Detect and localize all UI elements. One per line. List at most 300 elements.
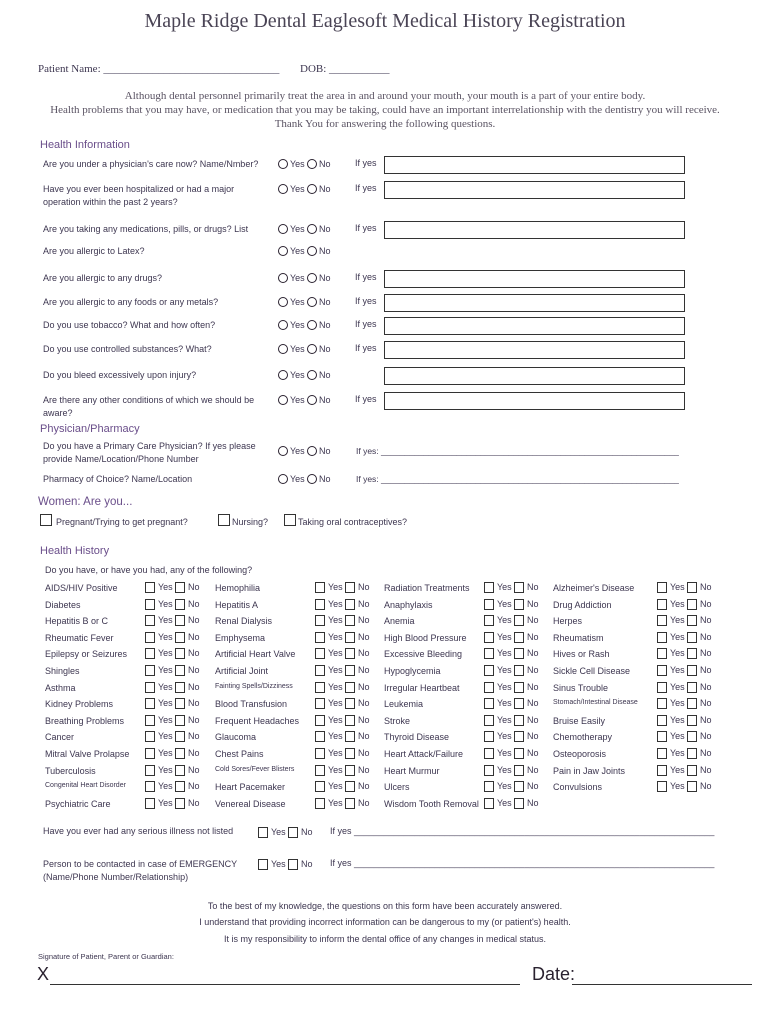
- serious-illness-yes-label: Yes: [271, 827, 286, 837]
- yes-radio[interactable]: [278, 246, 288, 256]
- condition-yes-checkbox[interactable]: [657, 665, 667, 676]
- condition-label: Mitral Valve Prolapse: [45, 749, 130, 759]
- yes-label: Yes: [328, 764, 343, 775]
- no-label: No: [358, 582, 370, 592]
- yes-label: Yes: [158, 665, 173, 675]
- condition-no-checkbox[interactable]: [687, 615, 697, 626]
- condition-no-checkbox[interactable]: [345, 648, 355, 659]
- yes-radio[interactable]: [278, 320, 288, 330]
- serious-illness-if-yes[interactable]: If yes ________________________________________________________________________: [330, 826, 715, 836]
- no-radio[interactable]: [307, 370, 317, 380]
- yes-label: Yes: [158, 598, 173, 609]
- yes-label: Yes: [158, 648, 173, 659]
- no-label: No: [527, 582, 539, 592]
- condition-yes-checkbox[interactable]: [315, 648, 325, 659]
- yes-radio-label: Yes: [290, 370, 305, 380]
- condition-label: Hemophilia: [215, 583, 261, 593]
- yes-radio[interactable]: [278, 446, 288, 456]
- yes-radio-label: Yes: [290, 474, 305, 484]
- no-radio[interactable]: [307, 224, 317, 234]
- condition-yes-checkbox[interactable]: [484, 582, 494, 593]
- condition-no-checkbox[interactable]: [345, 698, 355, 709]
- condition-yes-checkbox[interactable]: [145, 615, 155, 626]
- women-option-checkbox[interactable]: [218, 514, 230, 526]
- yes-label: Yes: [328, 714, 343, 725]
- yes-label: Yes: [670, 615, 685, 626]
- condition-yes-checkbox[interactable]: [657, 731, 667, 742]
- condition-no-checkbox[interactable]: [175, 798, 185, 809]
- if-yes-label: If yes: [355, 223, 377, 233]
- no-label: No: [358, 665, 370, 675]
- no-label: No: [358, 731, 370, 742]
- yes-label: Yes: [497, 582, 512, 592]
- health-question-5: Are you allergic to any foods or any metals?: [43, 297, 219, 307]
- if-yes-answer-box[interactable]: [384, 270, 685, 288]
- if-yes-label: If yes: [355, 343, 377, 353]
- condition-yes-checkbox[interactable]: [145, 748, 155, 759]
- yes-label: Yes: [670, 598, 685, 609]
- no-label: No: [527, 781, 539, 792]
- yes-label: Yes: [158, 582, 173, 592]
- condition-no-checkbox[interactable]: [514, 731, 524, 742]
- yes-label: Yes: [670, 582, 685, 592]
- no-label: No: [188, 598, 200, 609]
- yes-label: Yes: [670, 731, 685, 742]
- condition-no-checkbox[interactable]: [345, 665, 355, 676]
- condition-yes-checkbox[interactable]: [484, 781, 494, 792]
- yes-label: Yes: [497, 698, 512, 709]
- intro-line-3: Thank You for answering the following questions.: [274, 118, 496, 130]
- condition-yes-checkbox[interactable]: [315, 765, 325, 776]
- yes-label: Yes: [497, 598, 512, 609]
- health-question-6: Do you use tobacco? What and how often?: [43, 320, 216, 330]
- no-label: No: [527, 748, 539, 758]
- condition-yes-checkbox[interactable]: [315, 665, 325, 676]
- no-label: No: [700, 631, 712, 642]
- serious-illness-yes-checkbox[interactable]: [258, 827, 268, 838]
- condition-no-checkbox[interactable]: [514, 698, 524, 709]
- condition-no-checkbox[interactable]: [175, 781, 185, 792]
- yes-radio[interactable]: [278, 370, 288, 380]
- condition-no-checkbox[interactable]: [687, 582, 697, 593]
- no-label: No: [700, 615, 712, 626]
- condition-label: Diabetes: [45, 599, 81, 610]
- condition-label: Leukemia: [384, 699, 424, 710]
- condition-yes-checkbox[interactable]: [145, 665, 155, 676]
- if-yes-answer-box[interactable]: [384, 181, 685, 199]
- yes-label: Yes: [497, 748, 512, 758]
- yes-label: Yes: [328, 631, 343, 642]
- physician-pharmacy-heading: Physician/Pharmacy: [40, 423, 140, 435]
- condition-label: Ulcers: [384, 782, 410, 793]
- condition-yes-checkbox[interactable]: [484, 615, 494, 626]
- yes-radio-label: Yes: [290, 297, 305, 307]
- condition-label: Sickle Cell Disease: [553, 666, 631, 676]
- condition-yes-checkbox[interactable]: [484, 682, 494, 693]
- condition-label: Drug Addiction: [553, 599, 612, 610]
- yes-label: Yes: [497, 648, 512, 659]
- no-label: No: [700, 582, 712, 592]
- no-label: No: [358, 631, 370, 642]
- no-radio[interactable]: [307, 184, 317, 194]
- no-label: No: [358, 615, 370, 626]
- health-question-3: Are you allergic to Latex?: [43, 246, 145, 256]
- condition-no-checkbox[interactable]: [687, 599, 697, 610]
- no-radio[interactable]: [307, 320, 317, 330]
- condition-yes-checkbox[interactable]: [145, 781, 155, 792]
- physician-question-1: Pharmacy of Choice? Name/Location: [43, 474, 193, 484]
- no-radio[interactable]: [307, 344, 317, 354]
- yes-label: Yes: [158, 797, 173, 808]
- if-yes-answer-box[interactable]: [384, 156, 685, 174]
- condition-label: Rheumatism: [553, 632, 604, 643]
- condition-no-checkbox[interactable]: [175, 648, 185, 659]
- condition-yes-checkbox[interactable]: [484, 599, 494, 610]
- condition-no-checkbox[interactable]: [687, 648, 697, 659]
- no-radio[interactable]: [307, 273, 317, 283]
- condition-no-checkbox[interactable]: [514, 715, 524, 726]
- if-yes-answer-box[interactable]: [384, 367, 685, 385]
- no-radio[interactable]: [307, 395, 317, 405]
- yes-radio-label: Yes: [290, 446, 305, 456]
- no-radio-label: No: [319, 344, 331, 354]
- yes-radio-label: Yes: [290, 224, 305, 234]
- emergency-no-label: No: [301, 859, 313, 869]
- condition-no-checkbox[interactable]: [687, 698, 697, 709]
- condition-no-checkbox[interactable]: [345, 599, 355, 610]
- date-label: Date:: [532, 964, 576, 984]
- if-yes-answer-box[interactable]: [384, 341, 685, 359]
- no-label: No: [527, 681, 539, 692]
- emergency-yes-label: Yes: [271, 859, 286, 869]
- no-radio[interactable]: [307, 297, 317, 307]
- condition-yes-checkbox[interactable]: [145, 731, 155, 742]
- condition-yes-checkbox[interactable]: [657, 632, 667, 643]
- condition-label: Bruise Easily: [553, 715, 606, 726]
- condition-yes-checkbox[interactable]: [315, 632, 325, 643]
- footer-line-1: To the best of my knowledge, the questions on this form have been accurately answered.: [207, 901, 563, 911]
- condition-yes-checkbox[interactable]: [315, 748, 325, 759]
- condition-yes-checkbox[interactable]: [315, 615, 325, 626]
- condition-label: High Blood Pressure: [384, 632, 467, 643]
- no-radio[interactable]: [307, 474, 317, 484]
- yes-radio[interactable]: [278, 395, 288, 405]
- yes-radio[interactable]: [278, 159, 288, 169]
- condition-no-checkbox[interactable]: [345, 748, 355, 759]
- yes-label: Yes: [497, 764, 512, 775]
- yes-label: Yes: [328, 781, 343, 792]
- condition-no-checkbox[interactable]: [345, 615, 355, 626]
- condition-no-checkbox[interactable]: [175, 765, 185, 776]
- women-option-label: Nursing?: [232, 517, 269, 527]
- condition-no-checkbox[interactable]: [687, 748, 697, 759]
- condition-yes-checkbox[interactable]: [657, 765, 667, 776]
- yes-radio[interactable]: [278, 273, 288, 283]
- condition-yes-checkbox[interactable]: [145, 765, 155, 776]
- yes-radio[interactable]: [278, 474, 288, 484]
- condition-no-checkbox[interactable]: [345, 632, 355, 643]
- no-label: No: [527, 698, 539, 709]
- condition-label: Renal Dialysis: [215, 616, 273, 627]
- no-label: No: [188, 582, 200, 592]
- if-yes-label: If yes: [355, 394, 377, 404]
- yes-radio[interactable]: [278, 224, 288, 234]
- emergency-if-yes[interactable]: If yes ________________________________________________________________________: [330, 858, 715, 868]
- yes-label: Yes: [158, 698, 173, 709]
- no-label: No: [527, 631, 539, 642]
- condition-no-checkbox[interactable]: [687, 765, 697, 776]
- footer-line-3: It is my responsibility to inform the dental office of any changes in medical status.: [224, 934, 546, 944]
- condition-yes-checkbox[interactable]: [145, 648, 155, 659]
- yes-label: Yes: [328, 615, 343, 626]
- no-radio[interactable]: [307, 446, 317, 456]
- if-yes-line[interactable]: If yes: _______________________________________________________________: [356, 446, 679, 456]
- condition-yes-checkbox[interactable]: [484, 765, 494, 776]
- no-label: No: [358, 764, 370, 775]
- no-label: No: [188, 665, 200, 675]
- serious-illness-no-label: No: [301, 827, 313, 837]
- condition-yes-checkbox[interactable]: [484, 698, 494, 709]
- condition-no-checkbox[interactable]: [175, 615, 185, 626]
- if-yes-answer-box[interactable]: [384, 317, 685, 335]
- yes-radio[interactable]: [278, 184, 288, 194]
- no-label: No: [700, 598, 712, 609]
- patient-name-label: Patient Name: ________________________________: [38, 63, 280, 75]
- condition-yes-checkbox[interactable]: [315, 599, 325, 610]
- condition-label: Radiation Treatments: [384, 583, 470, 593]
- yes-label: Yes: [158, 731, 173, 742]
- condition-yes-checkbox[interactable]: [657, 781, 667, 792]
- no-label: No: [358, 714, 370, 725]
- condition-yes-checkbox[interactable]: [315, 781, 325, 792]
- condition-no-checkbox[interactable]: [175, 632, 185, 643]
- yes-label: Yes: [670, 648, 685, 659]
- condition-yes-checkbox[interactable]: [145, 599, 155, 610]
- condition-no-checkbox[interactable]: [687, 781, 697, 792]
- if-yes-answer-box[interactable]: [384, 392, 685, 410]
- condition-no-checkbox[interactable]: [175, 599, 185, 610]
- condition-yes-checkbox[interactable]: [145, 698, 155, 709]
- no-radio-label: No: [319, 273, 331, 283]
- condition-label: Anaphylaxis: [384, 599, 433, 610]
- yes-label: Yes: [670, 714, 685, 725]
- yes-label: Yes: [670, 764, 685, 775]
- condition-no-checkbox[interactable]: [175, 731, 185, 742]
- intro-line-1: Although dental personnel primarily treat the area in and around your mouth, your mouth is a part of your entire body.: [124, 90, 646, 102]
- no-radio[interactable]: [307, 246, 317, 256]
- condition-no-checkbox[interactable]: [345, 682, 355, 693]
- condition-yes-checkbox[interactable]: [484, 715, 494, 726]
- no-label: No: [700, 681, 712, 692]
- condition-label: Psychiatric Care: [45, 798, 111, 809]
- yes-radio[interactable]: [278, 297, 288, 307]
- yes-label: Yes: [158, 615, 173, 626]
- if-yes-line[interactable]: If yes: _______________________________________________________________: [356, 474, 679, 484]
- condition-label: Anemia: [384, 616, 415, 627]
- no-label: No: [188, 631, 200, 642]
- health-question-1: Have you ever been hospitalized or had a major operation within the past 2 years?: [43, 184, 235, 207]
- condition-no-checkbox[interactable]: [175, 665, 185, 676]
- women-option-checkbox[interactable]: [40, 514, 52, 526]
- no-radio-label: No: [319, 395, 331, 405]
- condition-yes-checkbox[interactable]: [657, 698, 667, 709]
- condition-yes-checkbox[interactable]: [315, 682, 325, 693]
- condition-no-checkbox[interactable]: [514, 599, 524, 610]
- health-question-9: Are there any other conditions of which we should be aware?: [43, 395, 255, 418]
- yes-label: Yes: [328, 698, 343, 709]
- condition-no-checkbox[interactable]: [687, 632, 697, 643]
- if-yes-label: If yes: [355, 158, 377, 168]
- serious-illness-no-checkbox[interactable]: [288, 827, 298, 838]
- women-heading: Women: Are you...: [38, 496, 133, 508]
- condition-label: Congenital Heart Disorder: [45, 782, 126, 790]
- no-radio-label: No: [319, 246, 331, 256]
- no-label: No: [700, 764, 712, 775]
- condition-yes-checkbox[interactable]: [484, 632, 494, 643]
- condition-yes-checkbox[interactable]: [145, 582, 155, 593]
- condition-no-checkbox[interactable]: [345, 715, 355, 726]
- yes-radio[interactable]: [278, 344, 288, 354]
- yes-label: Yes: [158, 631, 173, 642]
- serious-illness-question: Have you ever had any serious illness not listed: [43, 826, 234, 836]
- condition-yes-checkbox[interactable]: [484, 748, 494, 759]
- condition-no-checkbox[interactable]: [687, 731, 697, 742]
- condition-yes-checkbox[interactable]: [484, 731, 494, 742]
- condition-no-checkbox[interactable]: [514, 765, 524, 776]
- condition-yes-checkbox[interactable]: [315, 698, 325, 709]
- condition-yes-checkbox[interactable]: [657, 648, 667, 659]
- condition-label: Kidney Problems: [45, 699, 114, 710]
- condition-yes-checkbox[interactable]: [145, 798, 155, 809]
- condition-yes-checkbox[interactable]: [657, 582, 667, 593]
- condition-no-checkbox[interactable]: [514, 682, 524, 693]
- condition-no-checkbox[interactable]: [175, 748, 185, 759]
- yes-label: Yes: [670, 698, 685, 709]
- yes-label: Yes: [328, 582, 343, 592]
- condition-label: Convulsions: [553, 782, 603, 793]
- if-yes-label: If yes: [355, 296, 377, 306]
- emergency-yes-checkbox[interactable]: [258, 859, 268, 870]
- condition-label: Breathing Problems: [45, 715, 125, 726]
- condition-yes-checkbox[interactable]: [145, 632, 155, 643]
- condition-no-checkbox[interactable]: [514, 615, 524, 626]
- condition-yes-checkbox[interactable]: [657, 748, 667, 759]
- condition-yes-checkbox[interactable]: [657, 615, 667, 626]
- women-option-checkbox[interactable]: [284, 514, 296, 526]
- condition-no-checkbox[interactable]: [514, 781, 524, 792]
- no-radio-label: No: [319, 159, 331, 169]
- health-question-8: Do you bleed excessively upon injury?: [43, 370, 197, 380]
- no-label: No: [358, 698, 370, 709]
- condition-no-checkbox[interactable]: [175, 682, 185, 693]
- yes-radio-label: Yes: [290, 159, 305, 169]
- condition-no-checkbox[interactable]: [514, 632, 524, 643]
- condition-label: AIDS/HIV Positive: [45, 583, 118, 593]
- condition-no-checkbox[interactable]: [345, 765, 355, 776]
- no-label: No: [188, 748, 200, 758]
- condition-no-checkbox[interactable]: [687, 715, 697, 726]
- condition-yes-checkbox[interactable]: [145, 715, 155, 726]
- no-label: No: [358, 648, 370, 659]
- condition-yes-checkbox[interactable]: [657, 715, 667, 726]
- condition-yes-checkbox[interactable]: [657, 682, 667, 693]
- no-label: No: [358, 598, 370, 609]
- signature-label: Signature of Patient, Parent or Guardian:: [38, 952, 174, 961]
- condition-yes-checkbox[interactable]: [145, 682, 155, 693]
- condition-label: Hepatitis A: [215, 599, 259, 610]
- no-label: No: [527, 714, 539, 725]
- condition-no-checkbox[interactable]: [175, 698, 185, 709]
- condition-yes-checkbox[interactable]: [315, 798, 325, 809]
- no-label: No: [700, 748, 712, 758]
- emergency-contact-subtext: (Name/Phone Number/Relationship): [43, 872, 189, 882]
- condition-no-checkbox[interactable]: [345, 781, 355, 792]
- condition-no-checkbox[interactable]: [687, 665, 697, 676]
- no-radio-label: No: [319, 184, 331, 194]
- condition-label: Emphysema: [215, 632, 266, 643]
- health-information-heading: Health Information: [40, 139, 130, 151]
- condition-yes-checkbox[interactable]: [484, 798, 494, 809]
- yes-label: Yes: [497, 681, 512, 692]
- condition-yes-checkbox[interactable]: [315, 582, 325, 593]
- condition-no-checkbox[interactable]: [345, 582, 355, 593]
- no-radio-label: No: [319, 474, 331, 484]
- yes-label: Yes: [158, 781, 173, 792]
- condition-yes-checkbox[interactable]: [315, 715, 325, 726]
- condition-yes-checkbox[interactable]: [484, 665, 494, 676]
- yes-label: Yes: [497, 615, 512, 626]
- condition-label: Sinus Trouble: [553, 682, 609, 693]
- condition-no-checkbox[interactable]: [687, 682, 697, 693]
- condition-no-checkbox[interactable]: [175, 715, 185, 726]
- emergency-no-checkbox[interactable]: [288, 859, 298, 870]
- condition-no-checkbox[interactable]: [175, 582, 185, 593]
- condition-no-checkbox[interactable]: [345, 731, 355, 742]
- no-radio-label: No: [319, 224, 331, 234]
- condition-no-checkbox[interactable]: [514, 648, 524, 659]
- condition-label: Osteoporosis: [553, 749, 607, 759]
- yes-label: Yes: [158, 764, 173, 775]
- no-label: No: [188, 714, 200, 725]
- condition-no-checkbox[interactable]: [514, 665, 524, 676]
- condition-label: Venereal Disease: [215, 798, 286, 809]
- if-yes-answer-box[interactable]: [384, 221, 685, 239]
- condition-label: Excessive Bleeding: [384, 649, 463, 660]
- signature-line[interactable]: [50, 984, 520, 985]
- date-line[interactable]: [572, 984, 752, 985]
- condition-no-checkbox[interactable]: [514, 798, 524, 809]
- health-question-4: Are you allergic to any drugs?: [43, 273, 163, 283]
- condition-label: Stroke: [384, 715, 411, 726]
- condition-no-checkbox[interactable]: [345, 798, 355, 809]
- condition-label: Hepatitis B or C: [45, 616, 109, 627]
- condition-no-checkbox[interactable]: [514, 582, 524, 593]
- no-label: No: [188, 797, 200, 808]
- condition-yes-checkbox[interactable]: [657, 599, 667, 610]
- no-radio[interactable]: [307, 159, 317, 169]
- condition-yes-checkbox[interactable]: [315, 731, 325, 742]
- yes-label: Yes: [670, 631, 685, 642]
- no-label: No: [700, 698, 712, 709]
- condition-label: Frequent Headaches: [215, 715, 300, 726]
- condition-no-checkbox[interactable]: [514, 748, 524, 759]
- if-yes-answer-box[interactable]: [384, 294, 685, 312]
- footer-line-2: I understand that providing incorrect information can be dangerous to my (or patient's) health.: [199, 917, 571, 927]
- condition-label: Irregular Heartbeat: [384, 682, 460, 693]
- yes-radio-label: Yes: [290, 273, 305, 283]
- no-label: No: [527, 598, 539, 609]
- condition-yes-checkbox[interactable]: [484, 648, 494, 659]
